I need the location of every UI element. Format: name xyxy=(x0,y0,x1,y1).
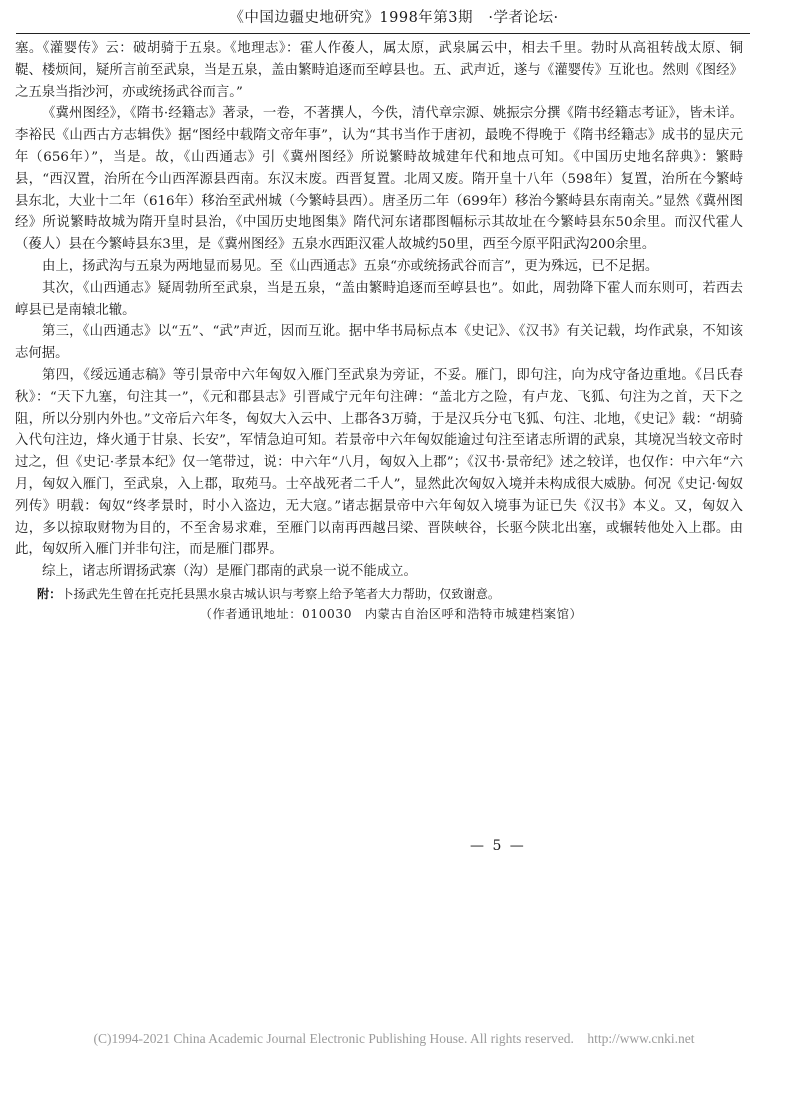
copyright-footer: (C)1994-2021 China Academic Journal Electronic Publishing House. All rights reserved. http://www.cnki.net xyxy=(93,1031,695,1046)
paragraph-4: 其次，《山西通志》疑周勃所至武泉，当是五泉，“盖由繁畤追逐而至崞县也”。如此，周勃降下霍人而东则可，若西去崞县已是南辕北辙。 xyxy=(15,280,743,318)
paragraph-1: 塞。《灌婴传》云：破胡骑于五泉。《地理志》：霍人作葰人，属太原，武泉属云中，相去千里。勃时从高祖转战太原、铜鞮、楼烦间，疑所言前至武泉，当是五泉，盖由繁畤追逐而至崞县也。五、武声近，遂与《灌婴传》互讹也。然则《图经》之五泉当指沙河，亦或统扬武谷而言。” xyxy=(15,41,743,100)
column-label: ·学者论坛· xyxy=(488,10,559,26)
note-label: 附： xyxy=(37,586,62,601)
paragraph-5: 第三，《山西通志》以“五”、“武”声近，因而互讹。据中华书局标点本《史记》、《汉书》有关记载，均作武泉，不知该志何据。 xyxy=(15,324,743,362)
paragraph-6: 第四，《绥远通志稿》等引景帝中六年匈奴入雁门至武泉为旁证，不妥。雁门，即句注，向为戍守备边重地。《吕氏春秋》：“天下九塞，句注其一”，《元和郡县志》引晋咸宁元年句注碑：“盖北方之险，有卢龙、飞狐、句注为之首，天下之阻，所以分别内外也。”文帝后六年冬，匈奴大入云中、上郡各3万骑，于是汉兵分屯飞狐、句注、北地，《史记》载：“胡骑入代句注边，烽火通于甘泉、长安”，军情急迫可知。若景帝中六年匈奴能逾过句注至诸志所谓的武泉，其境况当较文帝时过之，但《史记·孝景本纪》仅一笔带过，说：中六年“八月，匈奴入上郡”；《汉书·景帝纪》述之较详，也仅作：中六年“六月，匈奴入雁门，至武泉，入上郡，取苑马。士卒战死者二千人”，显然此次匈奴入境并未构成很大威胁。何况《史记·匈奴列传》明载：匈奴“终孝景时，时小入盗边，无大寇。”诸志据景帝中六年匈奴入境事为证已失《汉书》本义。又，匈奴入边，多以掠取财物为目的，不至舍易求难，至雁门以南再西越吕梁、晋陕峡谷，长驱今陕北出塞，或辗转他处入上郡。由此，匈奴所入雁门并非句注，而是雁门郡界。 xyxy=(15,367,743,558)
author-address: （作者通讯地址：010030 内蒙古自治区呼和浩特市城建档案馆） xyxy=(199,606,583,621)
header-rule xyxy=(16,33,750,34)
acknowledgement-note xyxy=(15,585,743,604)
paragraph-2: 《冀州图经》，《隋书·经籍志》著录，一卷，不著撰人，今佚，清代章宗源、姚振宗分撰《隋书经籍志考证》，皆未详。李裕民《山西古方志辑佚》据“图经中载隋文帝年事”，认为“其书当作于唐初，最晚不得晚于《隋书经籍志》成书的显庆元年（656年）”，当是。故，《山西通志》引《冀州图经》所说繁畤故城建年代和地点可知。《中国历史地名辞典》：繁畤县，“西汉置，治所在今山西浑源县西南。东汉末废。西晋复置。北周又废。隋开皇十八年（598年）复置，治所在今繁峙县东北，大业十二年（616年）移治至武州城（今繁峙县西）。唐圣历二年（699年）移治今繁峙县东南南关。”显然《冀州图经》所说繁畤故城为隋开皇时县治，《中国历史地图集》隋代河东诸郡图幅标示其故址在今繁峙县东50余里。而汉代霍人（葰人）县在今繁峙县东3里，是《冀州图经》五泉水西距汉霍人故城约50里，西至今原平阳武沟200余里。 xyxy=(15,106,743,253)
note-text: 卜扬武先生曾在托克托县黑水泉古城认识与考察上给予笔者大力帮助，仅致谢意。 xyxy=(61,586,501,601)
paragraph-3: 由上，扬武沟与五泉为两地显而易见。至《山西通志》五泉“亦或统扬武谷而言”，更为殊远，已不足据。 xyxy=(42,258,659,274)
paragraph-7: 综上，诸志所谓扬武寨（沟）是雁门郡南的武泉一说不能成立。 xyxy=(42,564,417,580)
article-body xyxy=(15,38,743,624)
journal-title: 《中国边疆史地研究》1998年第3期 xyxy=(229,10,474,26)
running-header xyxy=(26,6,762,30)
page-number: — 5 — xyxy=(470,838,526,854)
